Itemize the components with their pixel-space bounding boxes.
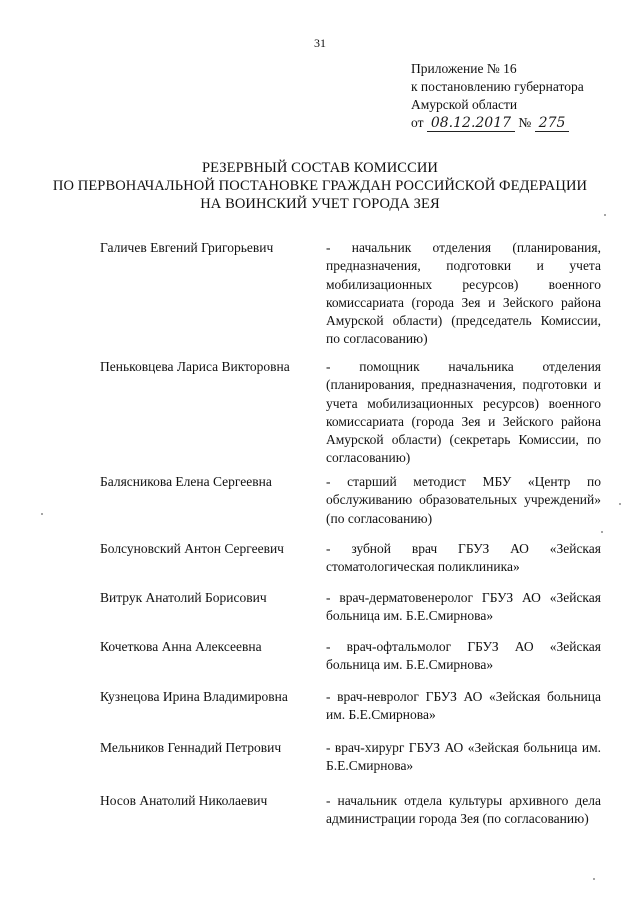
member-name: Галичев Евгений Григорьевич [100,240,274,255]
member-role: - врач-офтальмолог ГБУЗ АО «Зейская больница им. Б.Е.Смирнова» [326,639,601,673]
scan-speck [593,878,595,880]
member-role: - начальник отдела культуры архивного дела администрации города Зея (по согласованию) [326,793,601,827]
scan-speck [601,531,603,533]
member-role: - врач-хирург ГБУЗ АО «Зейская больница им. Б.Е.Смирнова» [326,740,601,774]
member-name: Мельников Геннадий Петрович [100,740,282,755]
page-number: 31 [314,36,326,50]
member-name: Балясникова Елена Сергеевна [100,474,272,489]
member-role: - зубной врач ГБУЗ АО «Зейская стоматологическая поликлиника» [326,541,601,575]
number-prefix: № [518,115,532,130]
title-line-1: РЕЗЕРВНЫЙ СОСТАВ КОМИССИИ [202,160,438,176]
appendix-region: Амурской области [411,97,518,112]
member-name: Кочеткова Анна Алексеевна [100,639,262,654]
appendix-resolution: к постановлению губернатора [411,79,584,94]
scan-speck [41,513,43,515]
member-role: - врач-дерматовенеролог ГБУЗ АО «Зейская больница им. Б.Е.Смирнова» [326,590,601,624]
member-name: Пеньковцева Лариса Викторовна [100,359,290,374]
member-role: - помощник начальника отделения (планирования, предназначения, подготовки и учета мобилизационных ресурсов) военного комиссариата (города Зея и Зейского района Амурской области) (секретарь Комиссии, по согласованию) [326,359,601,466]
member-name: Болсуновский Антон Сергеевич [100,541,284,556]
member-role: - врач-невролог ГБУЗ АО «Зейская больница им. Б.Е.Смирнова» [326,689,601,723]
date-prefix: от [411,115,424,130]
title-line-3: НА ВОИНСКИЙ УЧЕТ ГОРОДА ЗЕЯ [200,196,440,212]
scan-speck [619,503,621,505]
member-role: - начальник отделения (планирования, предназначения, подготовки и учета мобилизационных ресурсов) военного комиссариата (города Зея и Зейского района Амурской области) (председатель Комиссии, по согласованию) [326,240,601,347]
member-name: Кузнецова Ирина Владимировна [100,689,288,704]
member-role: - старший методист МБУ «Центр по обслуживанию образовательных учреждений» (по согласованию) [326,474,601,526]
handwritten-number: 275 [535,115,570,132]
handwritten-date: 08.12.2017 [427,115,515,132]
appendix-number: Приложение № 16 [411,61,517,76]
scan-speck [604,214,606,216]
title-line-2: ПО ПЕРВОНАЧАЛЬНОЙ ПОСТАНОВКЕ ГРАЖДАН РОССИЙСКОЙ ФЕДЕРАЦИИ [52,178,588,194]
member-name: Витрук Анатолий Борисович [100,590,267,605]
member-name: Носов Анатолий Николаевич [100,793,268,808]
